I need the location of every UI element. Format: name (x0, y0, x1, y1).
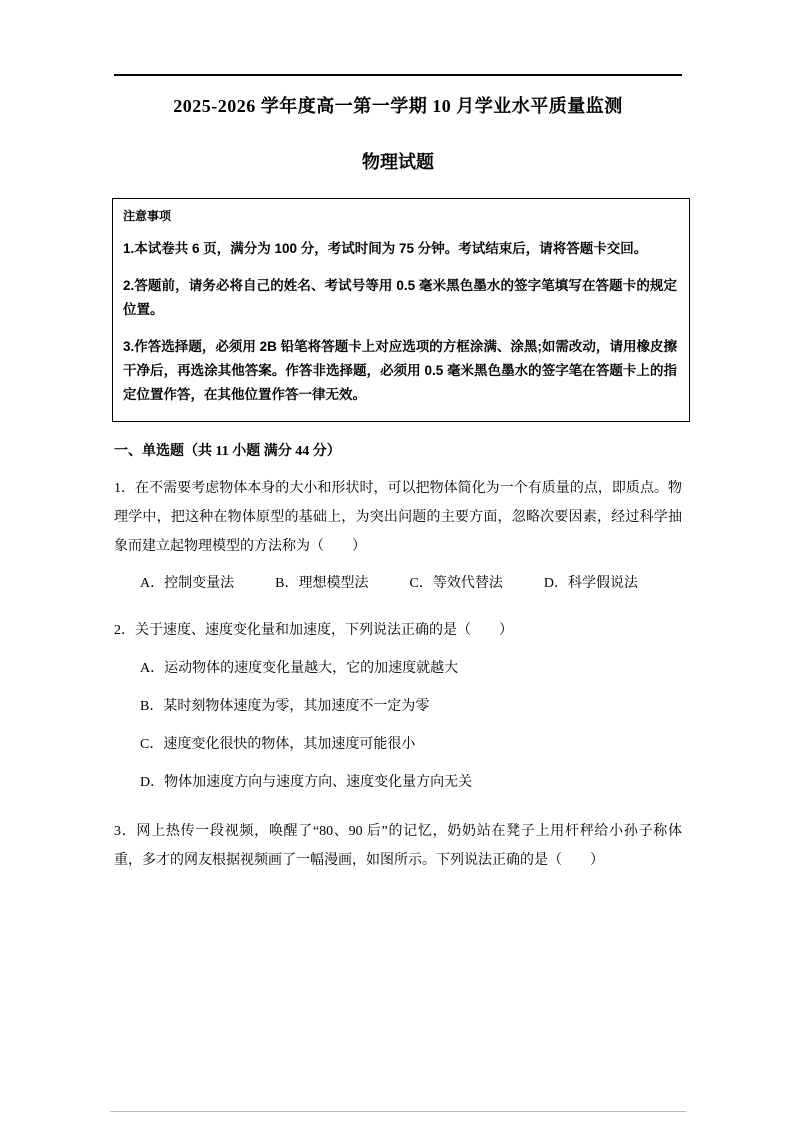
question-1-option-b: B．理想模型法 (275, 576, 369, 591)
question-1-options (114, 569, 682, 598)
question-1-option-c: C．等效代替法 (409, 576, 503, 591)
question-2-option-c: C．速度变化很快的物体，其加速度可能很小 (140, 737, 416, 752)
exam-subtitle: 物理试题 (362, 152, 434, 172)
exam-title: 2025-2026 学年度高一第一学期 10 月学业水平质量监测 (173, 96, 623, 116)
question-2-option-a: A．运动物体的速度变化量越大，它的加速度就越大 (140, 661, 459, 676)
notice-heading: 注意事项 (123, 209, 172, 223)
question-3-stem: 3．网上热传一段视频，唤醒了“80、90 后”的记忆，奶奶站在凳子上用杆秤给小孙子称体重，多才的网友根据视频画了一幅漫画，如图所示。下列说法正确的是（ ） (114, 824, 682, 868)
question-1-option-d: D．科学假说法 (543, 576, 638, 591)
question-1 (114, 474, 682, 598)
notice-item-1: 1.本试卷共 6 页，满分为 100 分，考试时间为 75 分钟。考试结束后，请将答题卡交回。 (123, 241, 648, 256)
notice-item-3: 3.作答选择题，必须用 2B 铅笔将答题卡上对应选项的方框涂满、涂黑;如需改动，请用橡皮擦干净后，再选涂其他答案。作答非选择题，必须用 0.5 毫米黑色墨水的签字笔在答题卡上的指定位置作答，在其他位置作答一律无效。 (123, 339, 677, 402)
question-1-stem: 1．在不需要考虑物体本身的大小和形状时，可以把物体简化为一个有质量的点，即质点。物理学中，把这种在物体原型的基础上，为突出问题的主要方面，忽略次要因素，经过科学抽象而建立起物理模型的方法称为（ ） (114, 481, 682, 554)
bottom-rule (110, 1111, 686, 1112)
question-3 (114, 817, 682, 875)
notice-box (112, 198, 690, 422)
section-heading: 一、单选题（共 11 小题 满分 44 分） (114, 444, 341, 459)
question-2-stem: 2．关于速度、速度变化量和加速度，下列说法正确的是（ ） (114, 623, 513, 638)
top-rule (114, 74, 682, 76)
question-2 (114, 616, 682, 797)
notice-item-2: 2.答题前，请务必将自己的姓名、考试号等用 0.5 毫米黑色墨水的签字笔填写在答题卡的规定位置。 (123, 278, 677, 317)
question-2-option-b: B．某时刻物体速度为零，其加速度不一定为零 (140, 699, 430, 714)
question-1-option-a: A．控制变量法 (140, 576, 235, 591)
exam-page (114, 0, 682, 875)
question-2-options (114, 655, 682, 797)
question-2-option-d: D．物体加速度方向与速度方向、速度变化量方向无关 (140, 775, 473, 790)
